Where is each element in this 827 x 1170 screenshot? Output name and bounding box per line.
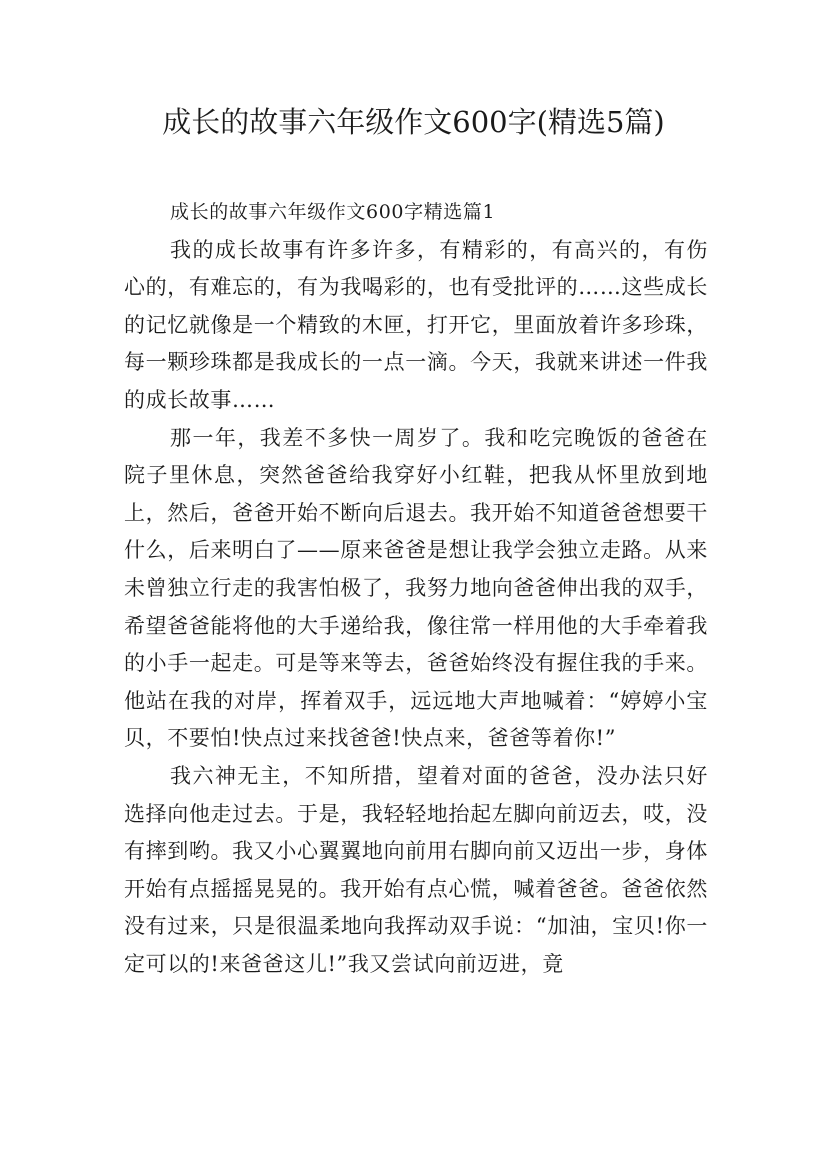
section-heading: 成长的故事六年级作文600字精选篇1 (170, 201, 496, 223)
paragraph-1: 我的成长故事有许多许多，有精彩的，有高兴的，有伤心的，有难忘的，有为我喝彩的，也有受批评的……这些成长的记忆就像是一个精致的木匣，打开它，里面放着许多珍珠，每一颗珍珠都是我成长的一点一滴。今天，我就来讲述一件我的成长故事…… (124, 237, 708, 412)
paragraph-2: 那一年，我差不多快一周岁了。我和吃完晚饭的爸爸在院子里休息，突然爸爸给我穿好小红鞋，把我从怀里放到地上，然后，爸爸开始不断向后退去。我开始不知道爸爸想要干什么，后来明白了——原来爸爸是想让我学会独立走路。从来未曾独立行走的我害怕极了，我努力地向爸爸伸出我的双手，希望爸爸能将他的大手递给我，像往常一样用他的大手牵着我的小手一起走。可是等来等去，爸爸始终没有握住我的手来。他站在我的对岸，挥着双手，远远地大声地喊着：“婷婷小宝贝，不要怕!快点过来找爸爸!快点来，爸爸等着你!” (124, 425, 708, 751)
document-title: 成长的故事六年级作文600字(精选5篇) (162, 105, 665, 139)
document-body (124, 194, 708, 983)
paragraph-3: 我六神无主，不知所措，望着对面的爸爸，没办法只好选择向他走过去。于是，我轻轻地抬起左脚向前迈去，哎，没有摔到哟。我又小心翼翼地向前用右脚向前又迈出一步，身体开始有点摇摇晃晃的。我开始有点心慌，喊着爸爸。爸爸依然没有过来，只是很温柔地向我挥动双手说：“加油，宝贝!你一定可以的!来爸爸这儿!”我又尝试向前迈进，竟 (124, 763, 708, 976)
